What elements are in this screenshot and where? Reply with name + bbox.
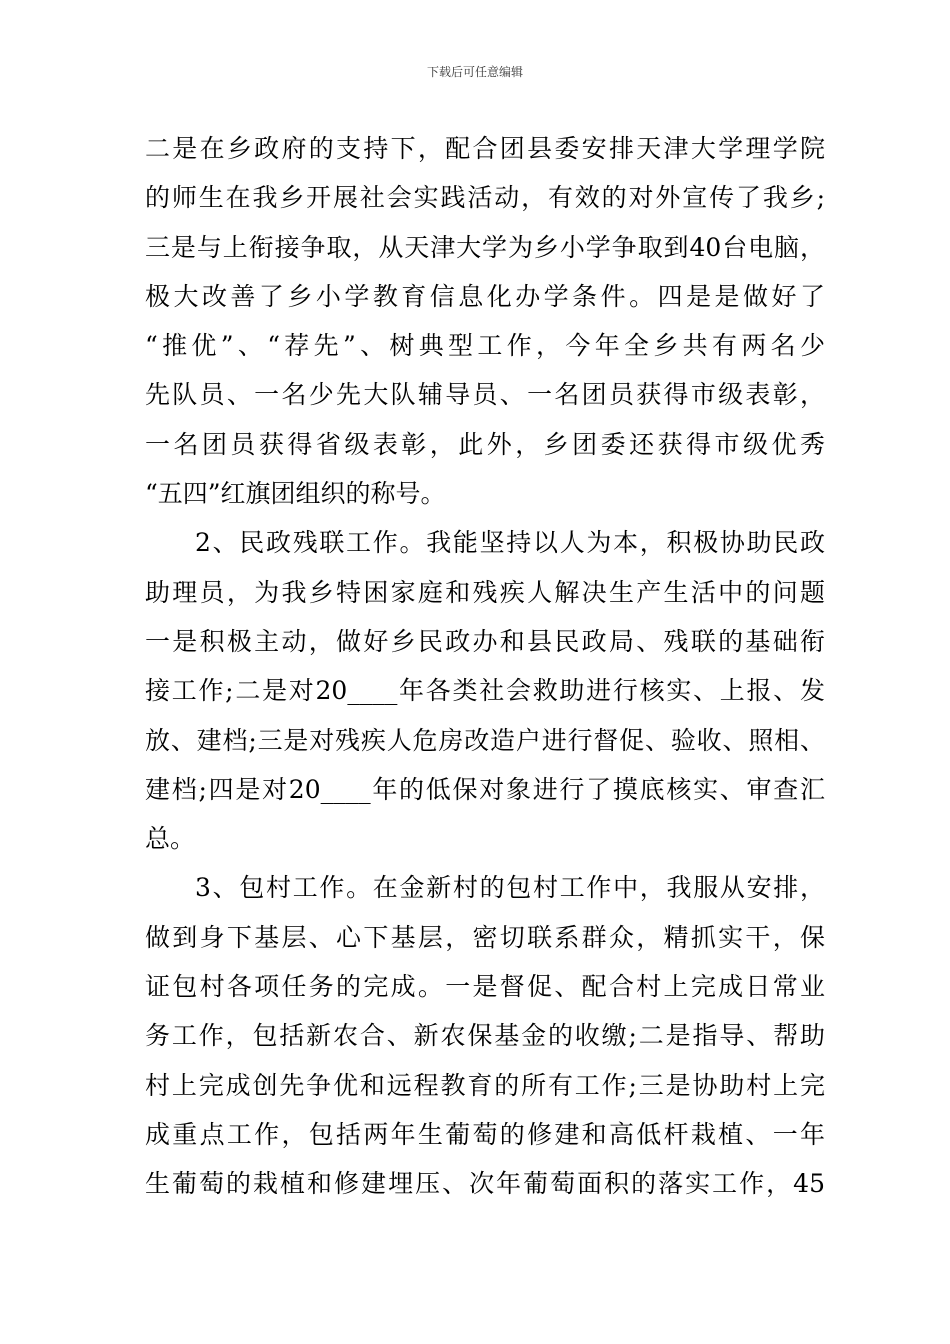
text-line: “五四”红旗团组织的称号。 [145,479,446,509]
text-line: 成重点工作，包括两年生葡萄的修建和高低杆栽植、一年 [145,1119,825,1149]
document-body [145,124,825,1209]
text-line: 一是积极主动，做好乡民政办和县民政局、残联的基础衔 [145,626,825,656]
text-line: “推优”、“荐先”、树典型工作，今年全乡共有两名少 [145,331,825,361]
text-line: 建档;四是对20____年的低保对象进行了摸底核实、审查汇 [145,774,825,804]
page-header: 下载后可任意编辑 [426,65,523,79]
text-line: 村上完成创先争优和远程教育的所有工作;三是协助村上完 [145,1070,825,1100]
paragraph-civil-affairs [145,518,825,863]
text-line: 总。 [145,824,196,854]
text-line: 生葡萄的栽植和修建埋压、次年葡萄面积的落实工作，45 [145,1169,825,1199]
text-line: 接工作;二是对20____年各类社会救助进行核实、上报、发 [145,676,825,706]
text-line: 一名团员获得省级表彰，此外，乡团委还获得市级优秀 [145,429,825,459]
text-line: 三是与上衔接争取，从天津大学为乡小学争取到40台电脑， [145,232,825,262]
text-line: 2、民政残联工作。我能坚持以人为本，积极协助民政 [195,528,825,558]
text-line: 的师生在我乡开展社会实践活动，有效的对外宣传了我乡; [145,183,825,213]
paragraph-youth-league [145,124,825,518]
text-line: 放、建档;三是对残疾人危房改造户进行督促、验收、照相、 [145,725,825,755]
text-line: 助理员，为我乡特困家庭和残疾人解决生产生活中的问题 [145,577,825,607]
text-line: 先队员、一名少先大队辅导员、一名团员获得市级表彰， [145,380,825,410]
text-line: 务工作，包括新农合、新农保基金的收缴;二是指导、帮助 [145,1021,825,1051]
text-line: 二是在乡政府的支持下，配合团县委安排天津大学理学院 [145,134,825,163]
paragraph-village-work [145,863,825,1208]
text-line: 3、包村工作。在金新村的包村工作中，我服从安排， [195,873,825,903]
text-line: 做到身下基层、心下基层，密切联系群众，精抓实干，保 [145,922,825,952]
text-line: 证包村各项任务的完成。一是督促、配合村上完成日常业 [145,972,825,1002]
text-line: 极大改善了乡小学教育信息化办学条件。四是是做好了 [145,281,825,311]
